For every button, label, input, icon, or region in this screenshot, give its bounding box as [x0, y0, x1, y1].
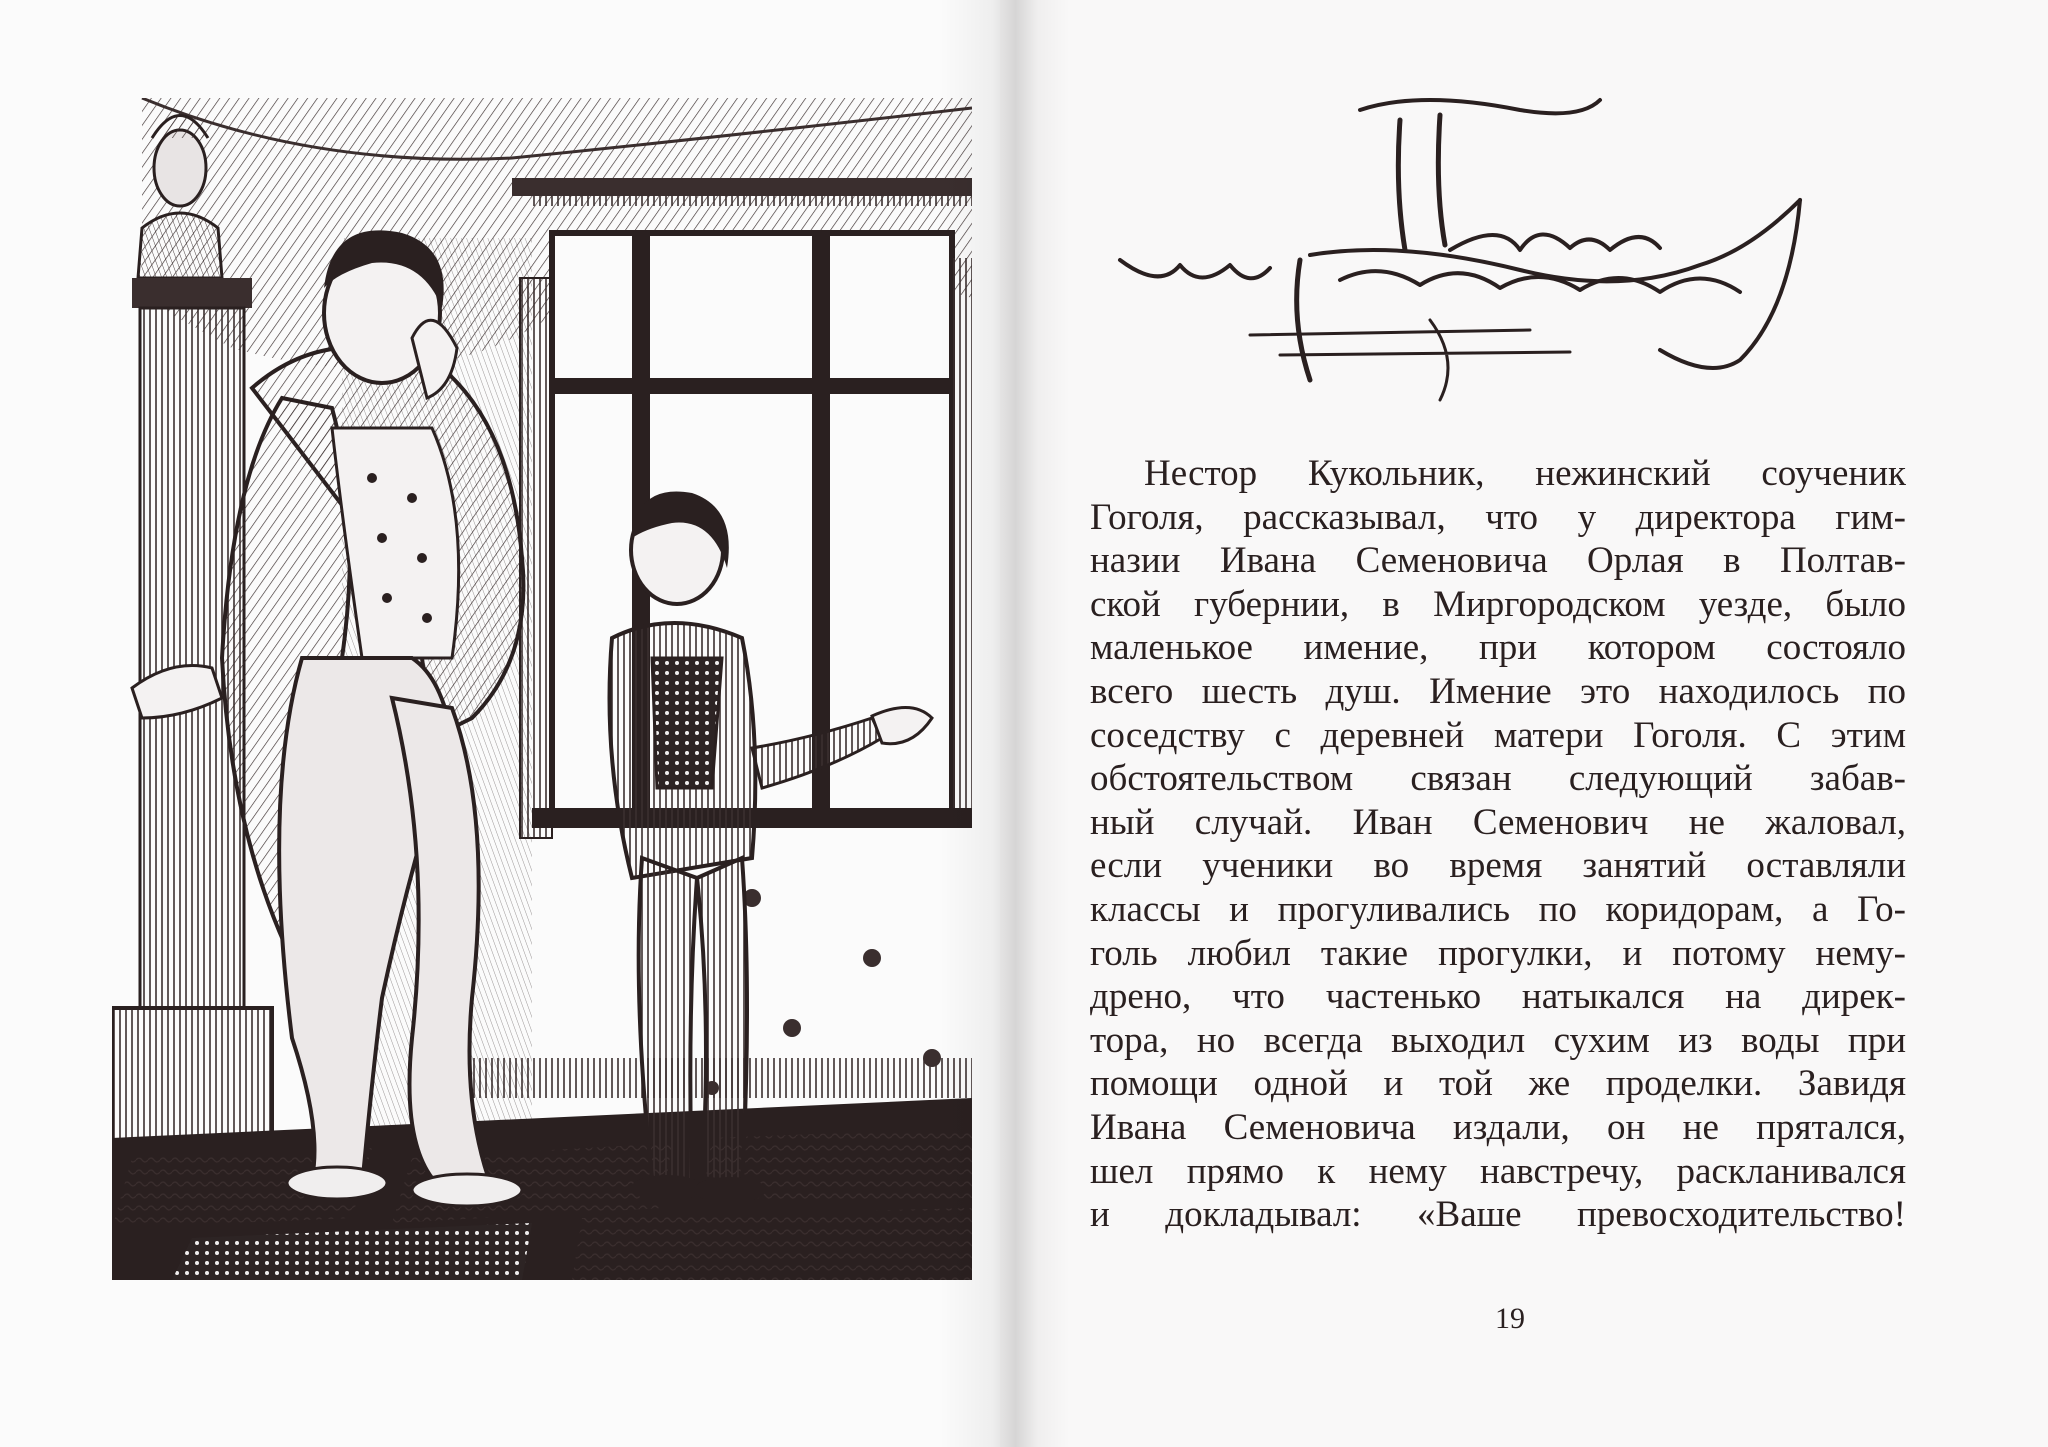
- book-gutter-shadow: [940, 0, 1070, 1447]
- left-page: [0, 0, 1000, 1447]
- text-line: Нестор Кукольник, нежинский соученик: [1144, 453, 1906, 494]
- text-line: шел прямо к нему навстречу, раскланивался: [1090, 1150, 1906, 1192]
- text-line: назии Ивана Семеновича Орлая в Полтав-: [1090, 540, 1906, 582]
- text-line: ской губернии, в Миргородском уезде, было: [1090, 583, 1906, 625]
- text-line: маленькое имение, при котором состояло: [1090, 627, 1906, 669]
- text-line: классы и прогуливались по коридорам, а Го-: [1090, 888, 1906, 930]
- text-line: Ивана Семеновича издали, он не прятался,: [1090, 1106, 1906, 1148]
- text-line: обстоятельством связан следующий забав-: [1090, 758, 1906, 800]
- chapter-title-calligraphy: [1100, 80, 1860, 410]
- text-line: Гоголя, рассказывал, что у директора гим-: [1090, 496, 1906, 538]
- text-line: дрено, что частенько натыкался на дирек-: [1090, 976, 1906, 1018]
- text-line: голь любил такие прогулки, и потому нему-: [1090, 932, 1906, 974]
- text-line: соседству с деревней матери Гоголя. С этим: [1090, 714, 1906, 756]
- engraving-illustration: [112, 98, 972, 1280]
- text-line: помощи одной и той же проделки. Завидя: [1090, 1063, 1906, 1105]
- text-line: тора, но всегда выходил сухим из воды при: [1090, 1019, 1906, 1061]
- text-line: ный случай. Иван Семенович не жаловал,: [1090, 801, 1906, 843]
- text-line: всего шесть душ. Имение это находилось по: [1090, 670, 1906, 712]
- text-line: и докладывал: «Ваше превосходительство!: [1090, 1194, 1906, 1236]
- page-number: 19: [1495, 1302, 1525, 1335]
- body-text: [1090, 452, 1906, 1237]
- text-line: если ученики во время занятий оставляли: [1090, 845, 1906, 887]
